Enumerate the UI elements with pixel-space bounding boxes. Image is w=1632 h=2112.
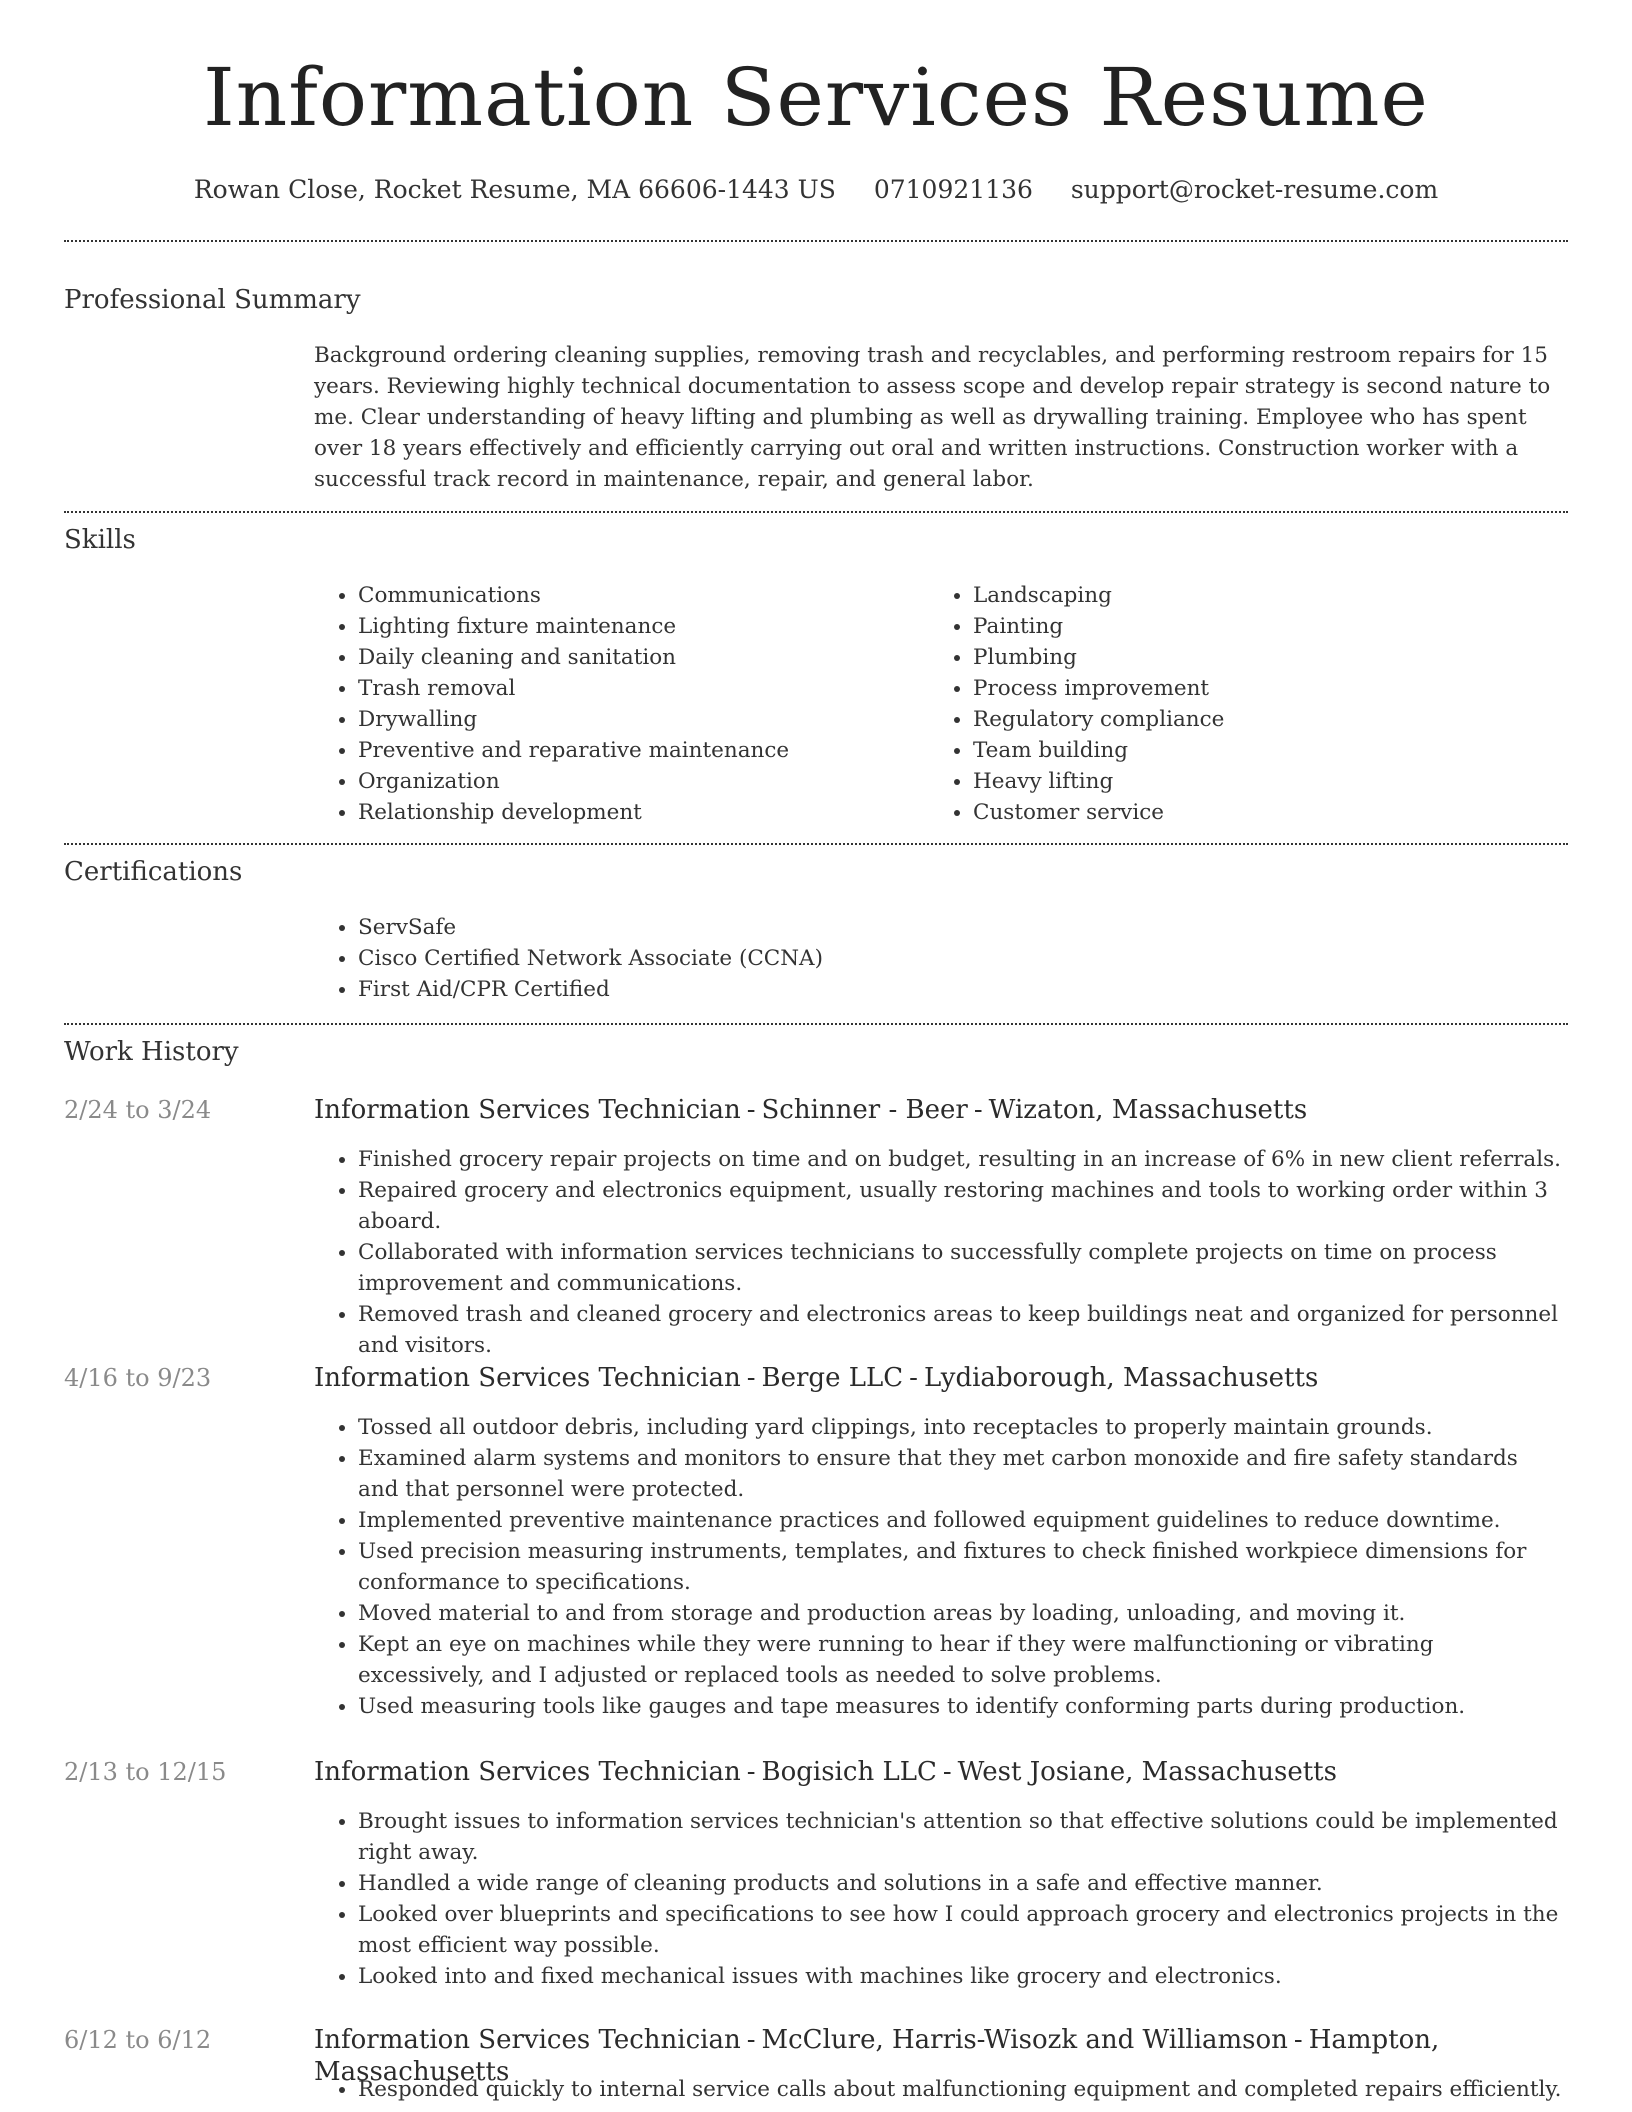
contact-address: Rowan Close, Rocket Resume, MA 66606-1443 US xyxy=(193,175,836,204)
contact-line xyxy=(0,170,1632,210)
skill-item: • Heavy lifting xyxy=(973,766,1588,797)
skills-list-left xyxy=(314,580,973,828)
job-bullet: • Used measuring tools like gauges and tape measures to identify conforming parts during production. xyxy=(358,1691,1564,1722)
job-location: Hampton, Massachusetts xyxy=(314,2025,1440,2087)
job-location: Wizaton, Massachusetts xyxy=(988,1095,1308,1125)
skill-item: • Organization xyxy=(358,766,973,797)
contact-email[interactable]: support@rocket-resume.com xyxy=(1070,175,1439,204)
skill-item: • Communications xyxy=(358,580,973,611)
job-bullet: • Responded quickly to internal service calls about malfunctioning equipment and completed repairs efficiently. xyxy=(358,2074,1564,2105)
summary-block xyxy=(314,340,1564,495)
job-company: Berge LLC xyxy=(761,1363,904,1393)
job-bullet: • Handled a wide range of cleaning products and solutions in a safe and effective manner. xyxy=(358,1868,1564,1899)
job-location: West Josiane, Massachusetts xyxy=(957,1757,1337,1787)
job-role: Information Services Technician xyxy=(314,2025,741,2055)
job-bullet: • Removed trash and cleaned grocery and electronics areas to keep buildings neat and organized for personnel and visitors. xyxy=(358,1299,1564,1361)
job-bullet: • Looked over blueprints and specifications to see how I could approach grocery and electronics projects in the most efficient way possible. xyxy=(358,1899,1564,1961)
job-dates: 6/12 to 6/12 xyxy=(64,2026,212,2054)
job-bullet: • Kept an eye on machines while they were running to hear if they were malfunctioning or vibrating excessively, and I adjusted or replaced tools as needed to solve problems. xyxy=(358,1629,1564,1691)
job-bullets xyxy=(314,1412,1564,1722)
skills-list-right xyxy=(929,580,1588,828)
certification-item: • Cisco Certified Network Associate (CCNA) xyxy=(358,943,1564,974)
skill-item: • Regulatory compliance xyxy=(973,704,1588,735)
summary-text: Background ordering cleaning supplies, removing trash and recyclables, and performing restroom repairs for 15 years. Reviewing highly technical documentation to assess scope and develop repair strategy is second nature to me. Clear understanding of heavy lifting and plumbing as well as drywalling training. Employee who has spent over 18 years effectively and efficiently carrying out oral and written instructions. Construction worker with a successful track record in maintenance, repair, and general labor. xyxy=(314,343,1551,492)
job-company: Bogisich LLC xyxy=(761,1757,937,1787)
section-title-certifications: Certifications xyxy=(64,857,243,887)
divider-summary xyxy=(64,511,1568,513)
job-bullets xyxy=(314,1144,1564,1361)
section-title-skills: Skills xyxy=(64,525,136,555)
job-bullet: • Repaired grocery and electronics equipment, usually restoring machines and tools to working order within 3 aboard. xyxy=(358,1175,1564,1237)
skill-item: • Process improvement xyxy=(973,673,1588,704)
job-location: Lydiaborough, Massachusetts xyxy=(923,1363,1319,1393)
job-dates: 4/16 to 9/23 xyxy=(64,1364,212,1392)
job-bullets xyxy=(314,1806,1564,1992)
section-title-work-history: Work History xyxy=(64,1037,239,1067)
skill-item: • Team building xyxy=(973,735,1588,766)
skill-item: • Painting xyxy=(973,611,1588,642)
job-bullet: • Moved material to and from storage and production areas by loading, unloading, and moving it. xyxy=(358,1598,1564,1629)
divider-header xyxy=(64,240,1568,242)
job-bullet: • Tossed all outdoor debris, including yard clippings, into receptacles to properly maintain grounds. xyxy=(358,1412,1564,1443)
divider-certifications xyxy=(64,1023,1568,1025)
skill-item: • Customer service xyxy=(973,797,1588,828)
job-heading: Information Services Technician - Bogisich LLC - West Josiane, Massachusetts xyxy=(314,1757,1337,1787)
skills-block xyxy=(314,580,1564,830)
resume-title: Information Services Resume xyxy=(203,51,1429,144)
job-role: Information Services Technician xyxy=(314,1363,741,1393)
job-bullet: • Looked into and fixed mechanical issues with machines like grocery and electronics. xyxy=(358,1961,1564,1992)
certification-item: • First Aid/CPR Certified xyxy=(358,974,1564,1005)
skill-item: • Plumbing xyxy=(973,642,1588,673)
job-dates: 2/24 to 3/24 xyxy=(64,1096,212,1124)
certifications-block xyxy=(314,912,1564,1005)
section-title-summary: Professional Summary xyxy=(64,285,361,315)
certification-item: • ServSafe xyxy=(358,912,1564,943)
divider-skills xyxy=(64,843,1568,845)
skill-item: • Preventive and reparative maintenance xyxy=(358,735,973,766)
skill-item: • Landscaping xyxy=(973,580,1588,611)
skill-item: • Drywalling xyxy=(358,704,973,735)
job-role: Information Services Technician xyxy=(314,1095,741,1125)
job-bullet: • Brought issues to information services technician's attention so that effective solutions could be implemented right away. xyxy=(358,1806,1564,1868)
job-bullet: • Examined alarm systems and monitors to ensure that they met carbon monoxide and fire safety standards and that personnel were protected. xyxy=(358,1443,1564,1505)
skill-item: • Daily cleaning and sanitation xyxy=(358,642,973,673)
job-heading: Information Services Technician - McClure, Harris-Wisozk and Williamson - Hampton, Massachusetts xyxy=(314,2025,1440,2087)
certifications-list xyxy=(314,912,1564,1005)
job-bullet: • Finished grocery repair projects on time and on budget, resulting in an increase of 6% in new client referrals. xyxy=(358,1144,1564,1175)
skill-item: • Lighting fixture maintenance xyxy=(358,611,973,642)
job-bullet: • Used precision measuring instruments, templates, and fixtures to check finished workpiece dimensions for conformance to specifications. xyxy=(358,1536,1564,1598)
job-dates: 2/13 to 12/15 xyxy=(64,1758,227,1786)
job-bullet: • Collaborated with information services technicians to successfully complete projects on time on process improvement and communications. xyxy=(358,1237,1564,1299)
contact-phone: 0710921136 xyxy=(873,175,1033,204)
job-heading: Information Services Technician - Schinner - Beer - Wizaton, Massachusetts xyxy=(314,1095,1308,1125)
job-company: Schinner - Beer xyxy=(761,1095,968,1125)
job-heading: Information Services Technician - Berge LLC - Lydiaborough, Massachusetts xyxy=(314,1363,1319,1393)
job-bullets xyxy=(314,2074,1564,2105)
skill-item: • Relationship development xyxy=(358,797,973,828)
job-company: McClure, Harris-Wisozk and Williamson xyxy=(761,2025,1288,2055)
job-bullet: • Implemented preventive maintenance practices and followed equipment guidelines to reduce downtime. xyxy=(358,1505,1564,1536)
job-role: Information Services Technician xyxy=(314,1757,741,1787)
skill-item: • Trash removal xyxy=(358,673,973,704)
